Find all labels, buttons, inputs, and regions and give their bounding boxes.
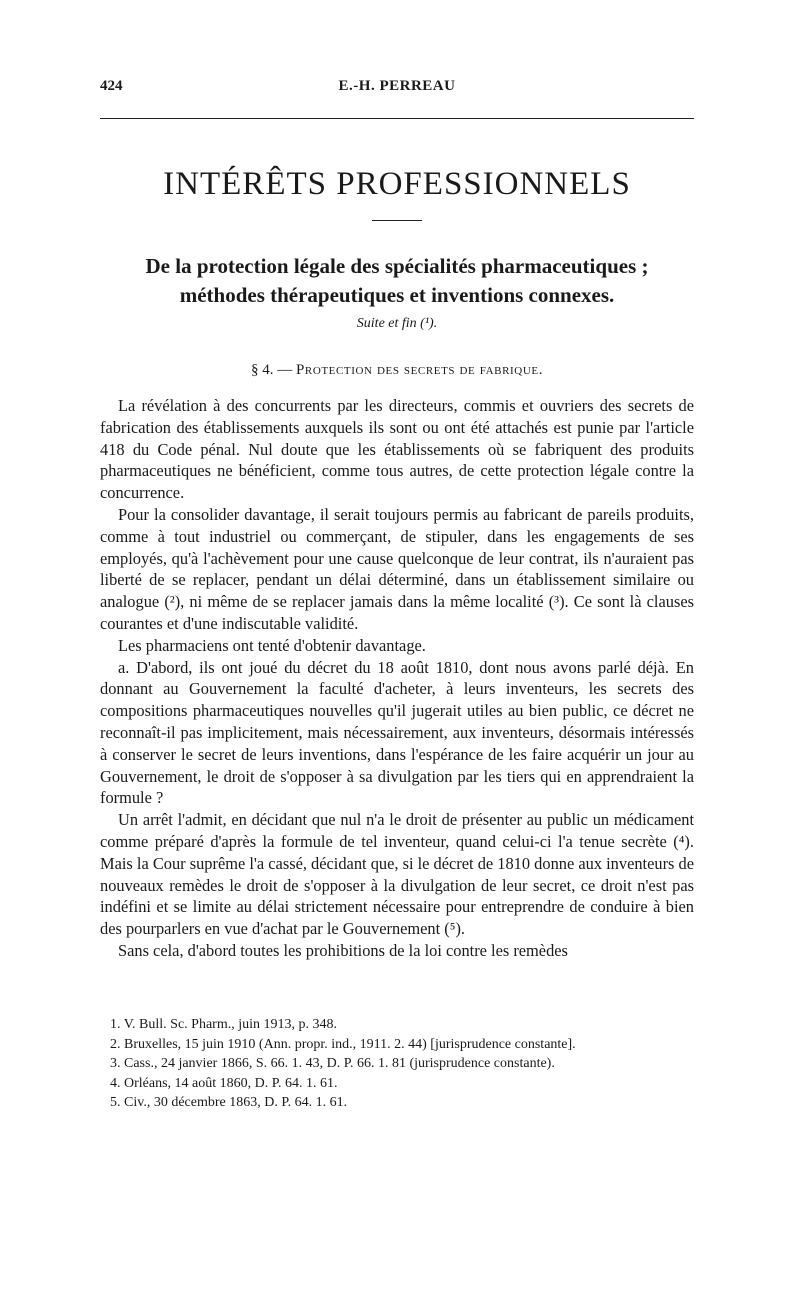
paragraph: Les pharmaciens ont tenté d'obtenir davantage.	[118, 635, 426, 655]
body-text	[100, 395, 694, 962]
subtitle-line: méthodes thérapeutiques et inventions connexes.	[179, 283, 615, 307]
running-author: E.-H. PERREAU	[338, 78, 456, 94]
footnotes	[100, 1015, 694, 1113]
continuation-note: Suite et fin (¹).	[356, 316, 438, 331]
paragraph: La révélation à des concurrents par les directeurs, commis et ouvriers des secrets de fabrication des établissements auxquels ils sont ou ont été attachés est punie par l'article 418 du Code pénal. Nul doute que les établissements où se fabriquent des produits pharmaceutiques ne bénéficient, comme tous autres, de cette protection légale contre la concurrence.	[100, 396, 694, 503]
paragraph: Un arrêt l'admit, en décidant que nul n'a le droit de présenter au public un médicament comme préparé d'après la formule de tel inventeur, quand celui-ci l'a tenue secrète (⁴). Mais la Cour suprême l'a cassé, décidant que, si le décret de 1810 donne aux inventeurs de nouveaux remèdes le droit de s'opposer à la divulgation de leur secret, ce droit n'est pas indéfini et se limite au délai strictement nécessaire pour entreprendre de conduire à bien des pourparlers en vue d'achat par le Gouvernement (⁵).	[100, 810, 694, 939]
paragraph: Pour la consolider davantage, il serait toujours permis au fabricant de pareils produits, comme à tout industriel ou commerçant, de stipuler, dans les engagements de ses employés, qu'à l'achèvement pour une cause quelconque de leur contrat, ils n'auraient pas liberté de se replacer, pendant un délai déterminé, dans un établissement similaire ou analogue (²), ni même de se replacer jamais dans la même localité (³). Ce sont là clauses courantes et d'une indiscutable validité.	[100, 504, 694, 633]
subtitle-line: De la protection légale des spécialités pharmaceutiques ;	[145, 254, 649, 278]
section-title: Protection des secrets de fabrique.	[295, 362, 544, 378]
header-rule	[100, 118, 694, 119]
article-subtitle	[100, 252, 694, 310]
title-rule	[372, 220, 422, 221]
footnote: 1. V. Bull. Sc. Pharm., juin 1913, p. 348.	[110, 1017, 338, 1032]
footnote: 2. Bruxelles, 15 juin 1910 (Ann. propr. ind., 1911. 2. 44) [jurisprudence constante].	[110, 1036, 576, 1052]
paragraph: a. D'abord, ils ont joué du décret du 18 août 1810, dont nous avons parlé déjà. En donnant au Gouvernement la faculté d'acheter, à leurs inventeurs, les secrets des compositions pharmaceutiques nouvelles qu'il jugerait utiles au bien public, ce décret ne reconnaît-il pas implicitement, mais nécessairement, aux inventeurs, désormais intéressés à conserver le secret de leurs inventions, dans l'espérance de les faire acquérir un jour au Gouvernement, le droit de s'opposer à sa divulgation par les tiers qui en apprendraient la formule ?	[100, 657, 694, 808]
running-header	[100, 78, 694, 102]
paragraph: Sans cela, d'abord toutes les prohibitions de la loi contre les remèdes	[118, 940, 568, 960]
footnote: 4. Orléans, 14 août 1860, D. P. 64. 1. 61.	[110, 1075, 338, 1091]
page-number: 424	[100, 78, 123, 94]
article-title: INTÉRÊTS PROFESSIONNELS	[163, 166, 631, 202]
footnote: 3. Cass., 24 janvier 1866, S. 66. 1. 43, D. P. 66. 1. 81 (jurisprudence constante).	[110, 1056, 555, 1072]
section-number: § 4. —	[250, 362, 293, 378]
section-heading	[100, 362, 694, 379]
footnote: 5. Civ., 30 décembre 1863, D. P. 64. 1. 61.	[110, 1095, 348, 1111]
